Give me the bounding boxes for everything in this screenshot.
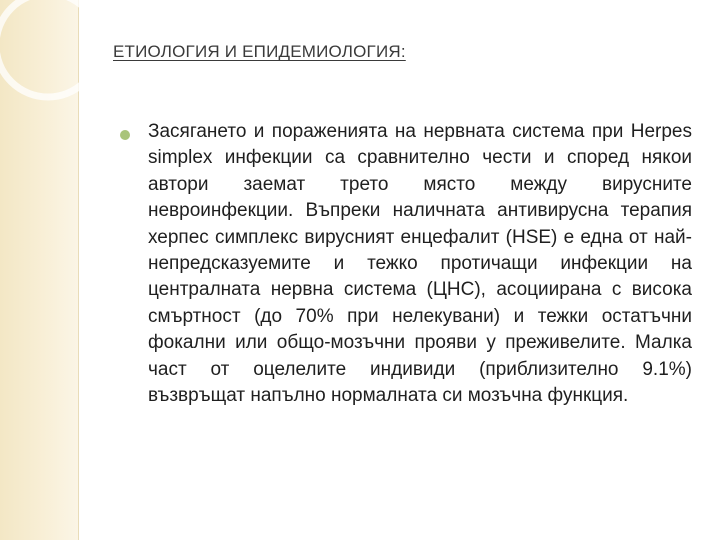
decorative-ring-small [88, 164, 116, 192]
slide-title: ЕТИОЛОГИЯ И ЕПИДЕМИОЛОГИЯ: [113, 42, 406, 61]
slide-body [120, 119, 692, 409]
bullet-item [120, 119, 692, 409]
decorative-side-band [0, 0, 78, 540]
side-band-divider [78, 0, 79, 540]
bullet-text: Засягането и пораженията на нервната система при Herpes simplex инфекции са сравнително чести и според някои автори заемат трето място между вирусните невроинфекции. Въпреки наличната антивирусна терапия херпес симплекс вирусният енцефалит (HSE) е една от най-непредсказуемите и тежко протичащи инфекции на централната нервна система (ЦНС), асоциирана с висока смъртност (до 70% при нелекувани) и тежки остатъчни фокални или общо-мозъчни прояви у преживелите. Малка част от оцелелите индивиди (приблизително 9.1%) възвръщат напълно нормалната си мозъчна функция. [148, 121, 692, 407]
bullet-dot-icon [120, 130, 130, 140]
